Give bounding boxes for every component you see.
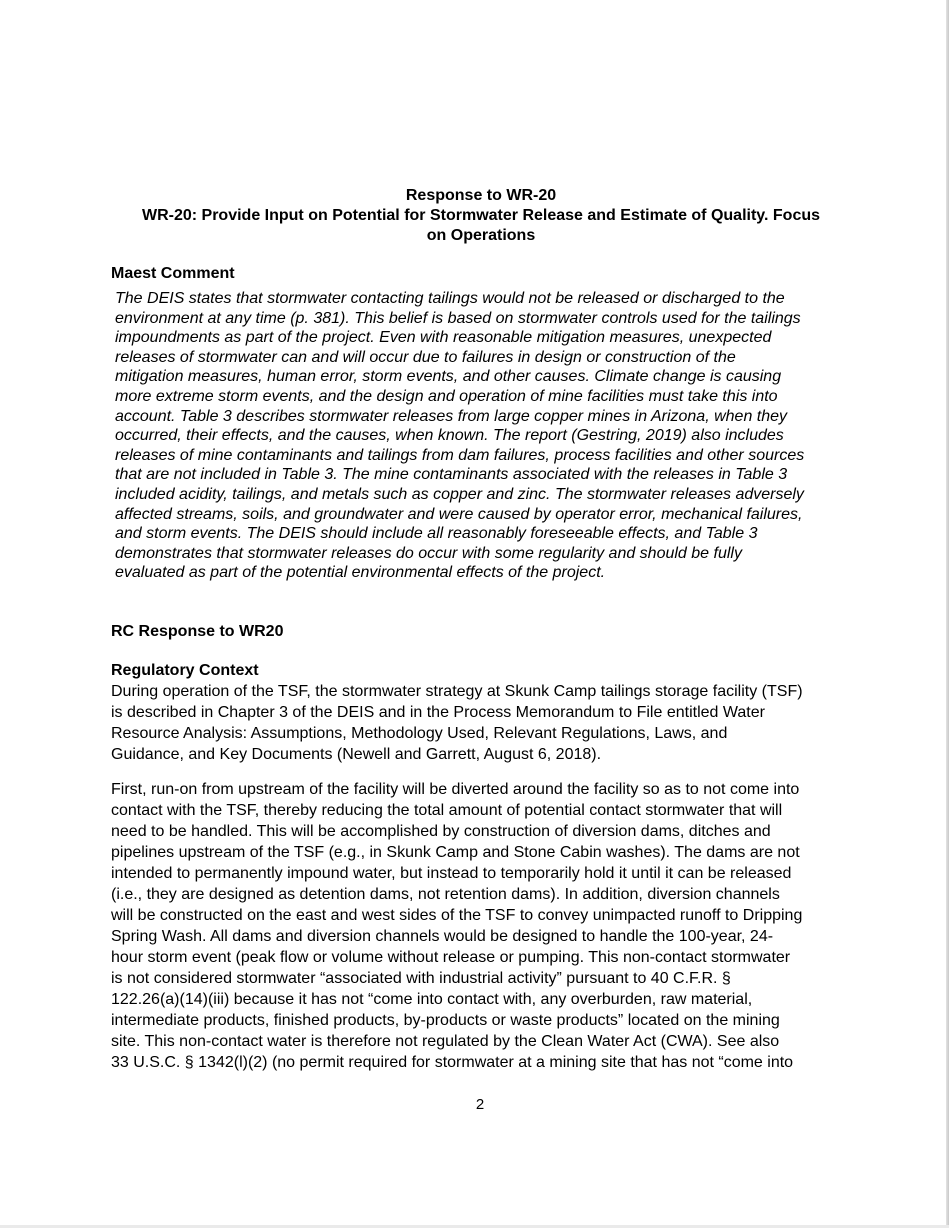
maest-comment-heading: Maest Comment bbox=[111, 265, 235, 282]
paragraph-line: Guidance, and Key Documents (Newell and Garrett, August 6, 2018). bbox=[111, 746, 602, 763]
document-title-block bbox=[111, 186, 851, 246]
paragraph-line: intended to permanently impound water, but instead to temporarily hold it until it can be released bbox=[111, 865, 792, 882]
wr20-title-line-1: WR-20: Provide Input on Potential for Stormwater Release and Estimate of Quality. Focus bbox=[141, 207, 821, 224]
comment-line: environment at any time (p. 381). This belief is based on stormwater controls used for the tailings bbox=[115, 309, 801, 327]
paragraph-line: pipelines upstream of the TSF (e.g., in Skunk Camp and Stone Cabin washes). The dams are not bbox=[111, 844, 800, 861]
response-title: Response to WR-20 bbox=[405, 187, 557, 204]
comment-line: demonstrates that stormwater releases do occur with some regularity and should be fully bbox=[115, 544, 742, 562]
comment-line: affected streams, soils, and groundwater and were caused by operator error, mechanical failures, bbox=[115, 505, 803, 523]
paragraph-line: During operation of the TSF, the stormwater strategy at Skunk Camp tailings storage facility (TSF) bbox=[111, 683, 803, 700]
paragraph-line: Spring Wash. All dams and diversion channels would be designed to handle the 100-year, 24- bbox=[111, 928, 774, 945]
regulatory-context-paragraph bbox=[111, 681, 856, 765]
paragraph-line: is described in Chapter 3 of the DEIS and in the Process Memorandum to File entitled Water bbox=[111, 704, 765, 721]
comment-line: evaluated as part of the potential environmental effects of the project. bbox=[115, 564, 606, 582]
regulatory-context-heading: Regulatory Context bbox=[111, 662, 259, 679]
run-on-paragraph bbox=[111, 779, 856, 1073]
paragraph-line: hour storm event (peak flow or volume without release or pumping. This non-contact stormwater bbox=[111, 949, 791, 966]
comment-line: account. Table 3 describes stormwater releases from large copper mines in Arizona, when they bbox=[115, 407, 788, 425]
comment-line: mitigation measures, human error, storm events, and other causes. Climate change is causing bbox=[115, 368, 782, 386]
comment-line: and storm events. The DEIS should include all reasonably foreseeable effects, and Table 3 bbox=[115, 525, 758, 543]
rc-response-heading: RC Response to WR20 bbox=[111, 623, 284, 640]
paragraph-line: will be constructed on the east and west sides of the TSF to convey unimpacted runoff to Dripping bbox=[111, 907, 803, 924]
page-number: 2 bbox=[475, 1096, 485, 1113]
comment-line: included acidity, tailings, and metals such as copper and zinc. The stormwater releases adversely bbox=[115, 485, 804, 503]
paragraph-line: Resource Analysis: Assumptions, Methodology Used, Relevant Regulations, Laws, and bbox=[111, 725, 728, 742]
maest-comment-text bbox=[115, 289, 860, 583]
paragraph-line: 33 U.S.C. § 1342(l)(2) (no permit required for stormwater at a mining site that has not “come into bbox=[111, 1054, 794, 1071]
comment-line: more extreme storm events, and the design and operation of mine facilities must take this into bbox=[115, 387, 778, 405]
comment-line: releases of mine contaminants and tailings from dam failures, process facilities and other sources bbox=[115, 446, 805, 464]
wr20-title-line-2: on Operations bbox=[426, 227, 536, 244]
paragraph-line: need to be handled. This will be accomplished by construction of diversion dams, ditches and bbox=[111, 823, 771, 840]
comment-line: releases of stormwater can and will occur due to failures in design or construction of the bbox=[115, 348, 736, 366]
paragraph-line: intermediate products, finished products, by-products or waste products” located on the mining bbox=[111, 1012, 780, 1029]
paragraph-line: 122.26(a)(14)(iii) because it has not “come into contact with, any overburden, raw material, bbox=[111, 991, 753, 1008]
paragraph-line: is not considered stormwater “associated with industrial activity” pursuant to 40 C.F.R. § bbox=[111, 970, 731, 987]
comment-line: that are not included in Table 3. The mine contaminants associated with the releases in Table 3 bbox=[115, 466, 788, 484]
paragraph-line: site. This non-contact water is therefore not regulated by the Clean Water Act (CWA). See also bbox=[111, 1033, 780, 1050]
paragraph-line: (i.e., they are designed as detention dams, not retention dams). In addition, diversion channels bbox=[111, 886, 780, 903]
paragraph-line: contact with the TSF, thereby reducing the total amount of potential contact stormwater that will bbox=[111, 802, 783, 819]
comment-line: occurred, their effects, and the causes, when known. The report (Gestring, 2019) also includes bbox=[115, 427, 784, 445]
comment-line: impoundments as part of the project. Even with reasonable mitigation measures, unexpected bbox=[115, 329, 772, 347]
paragraph-line: First, run-on from upstream of the facility will be diverted around the facility so as to not come into bbox=[111, 781, 800, 798]
comment-line: The DEIS states that stormwater contacting tailings would not be released or discharged to the bbox=[115, 290, 785, 307]
